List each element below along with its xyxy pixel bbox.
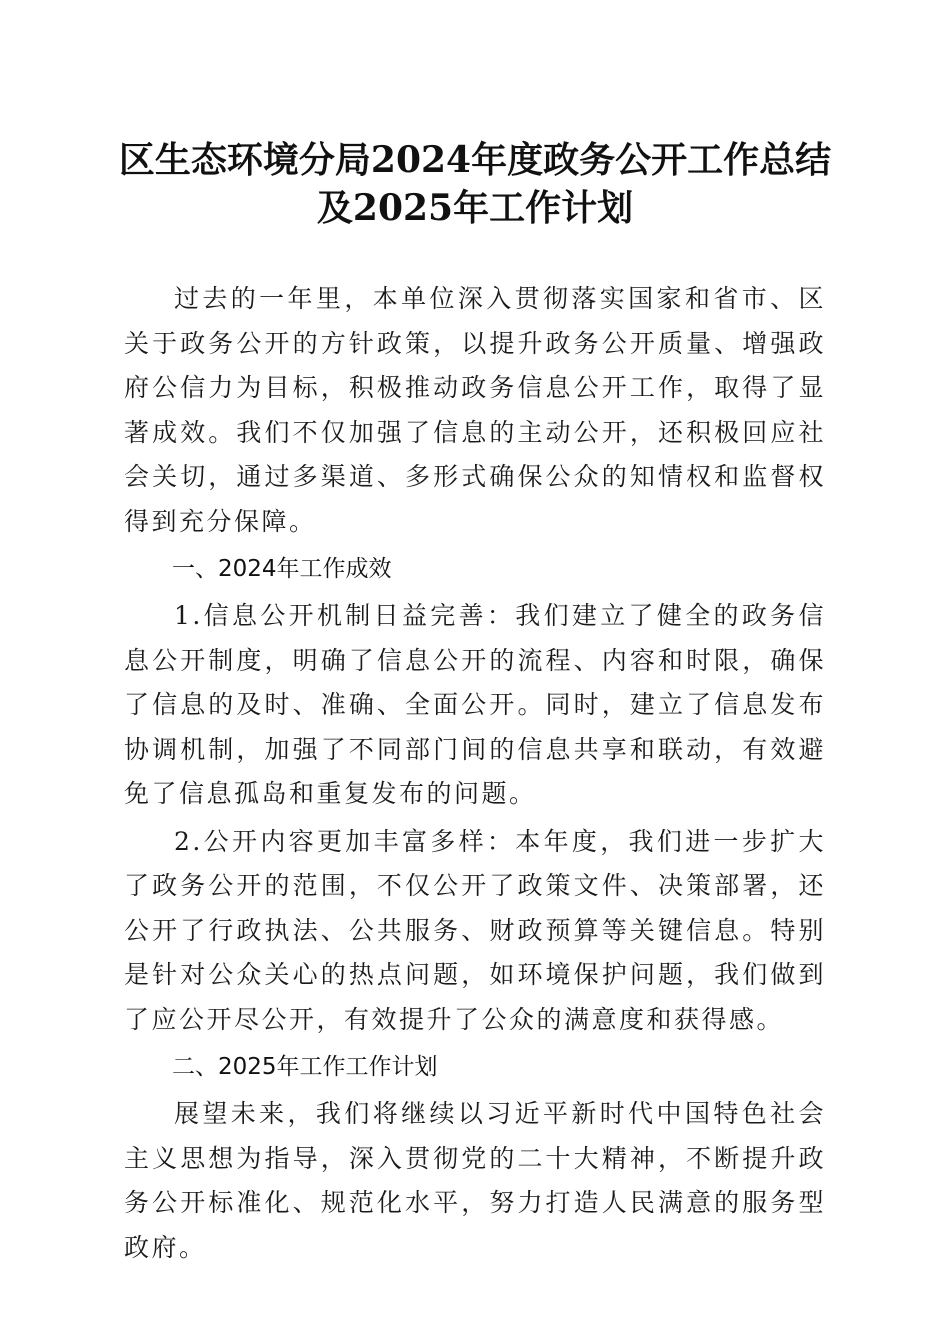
item-1-paragraph: 1.信息公开机制日益完善：我们建立了健全的政务信息公开制度，明确了信息公开的流程、内容和时限，确保了信息的及时、准确、全面公开。同时，建立了信息发布协调机制，加强了不同部门间的信息共享和联动，有效避免了信息孤岛和重复发布的问题。 bbox=[124, 601, 826, 808]
outlook-paragraph: 展望未来，我们将继续以习近平新时代中国特色社会主义思想为指导，深入贯彻党的二十大精神，不断提升政务公开标准化、规范化水平，努力打造人民满意的服务型政府。 bbox=[124, 1099, 826, 1262]
document-title bbox=[100, 136, 850, 232]
intro-paragraph: 过去的一年里，本单位深入贯彻落实国家和省市、区关于政务公开的方针政策，以提升政务公开质量、增强政府公信力为目标，积极推动政务信息公开工作，取得了显著成效。我们不仅加强了信息的主动公开，还积极回应社会关切，通过多渠道、多形式确保公众的知情权和监督权得到充分保障。 bbox=[124, 284, 826, 536]
section-2-heading: 二、2025年工作工作计划 bbox=[172, 1054, 438, 1080]
title-line-1: 区生态环境分局2024年度政务公开工作总结 bbox=[118, 139, 832, 181]
section-1-heading: 一、2024年工作成效 bbox=[172, 556, 392, 582]
item-2-paragraph: 2.公开内容更加丰富多样：本年度，我们进一步扩大了政务公开的范围，不仅公开了政策文件、决策部署，还公开了行政执法、公共服务、财政预算等关键信息。特别是针对公众关心的热点问题，如环境保护问题，我们做到了应公开尽公开，有效提升了公众的满意度和获得感。 bbox=[124, 826, 826, 1034]
title-line-2: 及2025年工作计划 bbox=[316, 187, 634, 229]
document-body bbox=[124, 277, 826, 1270]
